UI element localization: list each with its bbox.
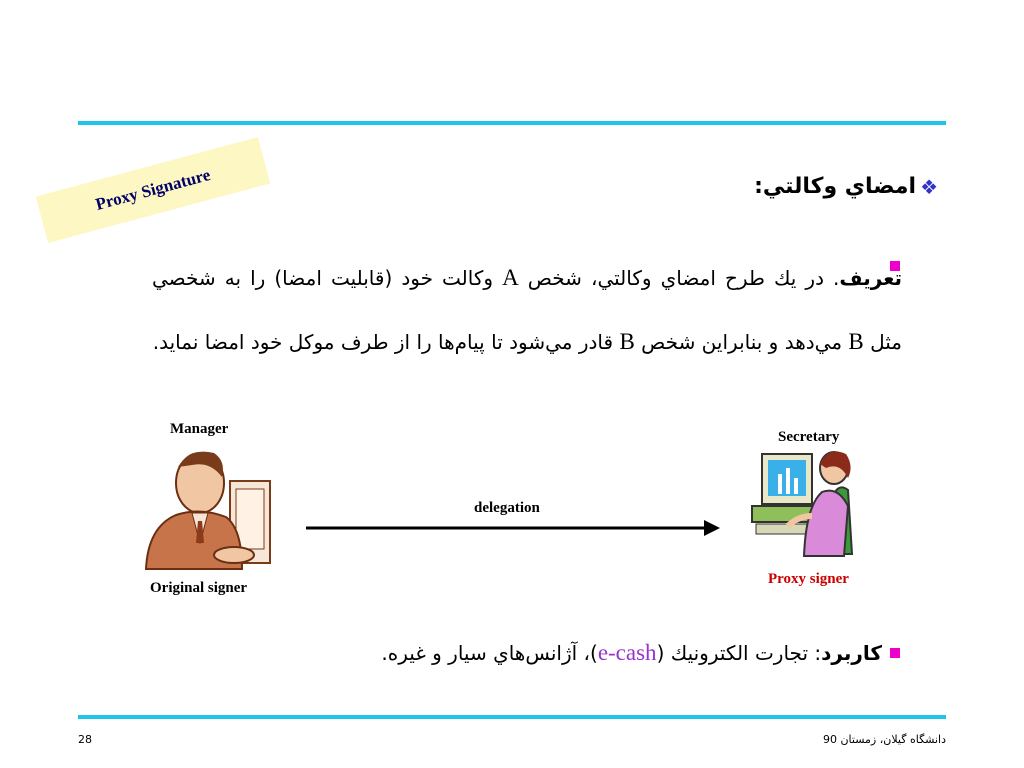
- definition-paragraph: [152, 246, 902, 374]
- ecash-term: e-cash: [597, 640, 657, 665]
- secretary-label: Secretary: [778, 429, 840, 445]
- page-number: 28: [78, 733, 92, 746]
- application-line: [381, 640, 900, 666]
- application-text-before: : تجارت الكترونيك (: [656, 641, 822, 665]
- definition-part1: . در يك طرح امضاي وكالتي، شخص: [518, 266, 840, 290]
- application-label: كاربرد: [821, 641, 882, 665]
- diamond-bullet-icon: ❖: [920, 174, 938, 199]
- bottom-divider: [78, 715, 946, 719]
- section-heading: [754, 174, 938, 199]
- application-text-after: )، آژانس‌هاي سيار و غيره.: [381, 641, 598, 665]
- application-text: [381, 640, 882, 666]
- proxy-signer-label: Proxy signer: [768, 571, 849, 587]
- definition-part4: قادر مي‌شود تا پيام‌ها را از طرف موكل خود امضا نمايد.: [152, 330, 620, 354]
- footer-institution: دانشگاه گيلان، زمستان 90: [822, 733, 946, 746]
- manager-label: Manager: [170, 421, 229, 437]
- definition-part2: وكالت خود (قابليت امضا) را به شخصي مثل: [152, 266, 902, 354]
- definition-part3: مي‌دهد و بنابراين شخص: [634, 330, 849, 354]
- top-divider: [78, 121, 946, 125]
- proxy-signature-tag: [36, 137, 271, 243]
- delegation-arrow: [306, 518, 720, 538]
- manager-clipart: [138, 443, 274, 573]
- tag-text: Proxy Signature: [93, 165, 213, 214]
- var-b: B: [848, 329, 864, 354]
- var-a: A: [502, 265, 519, 290]
- heading-text: امضاي وكالتي:: [754, 174, 917, 199]
- secretary-clipart: [748, 446, 864, 562]
- delegation-label: delegation: [474, 500, 540, 516]
- var-b2: B: [619, 329, 635, 354]
- original-signer-label: Original signer: [150, 580, 248, 596]
- square-bullet-icon: [890, 648, 900, 658]
- definition-label: تعريف: [839, 266, 902, 290]
